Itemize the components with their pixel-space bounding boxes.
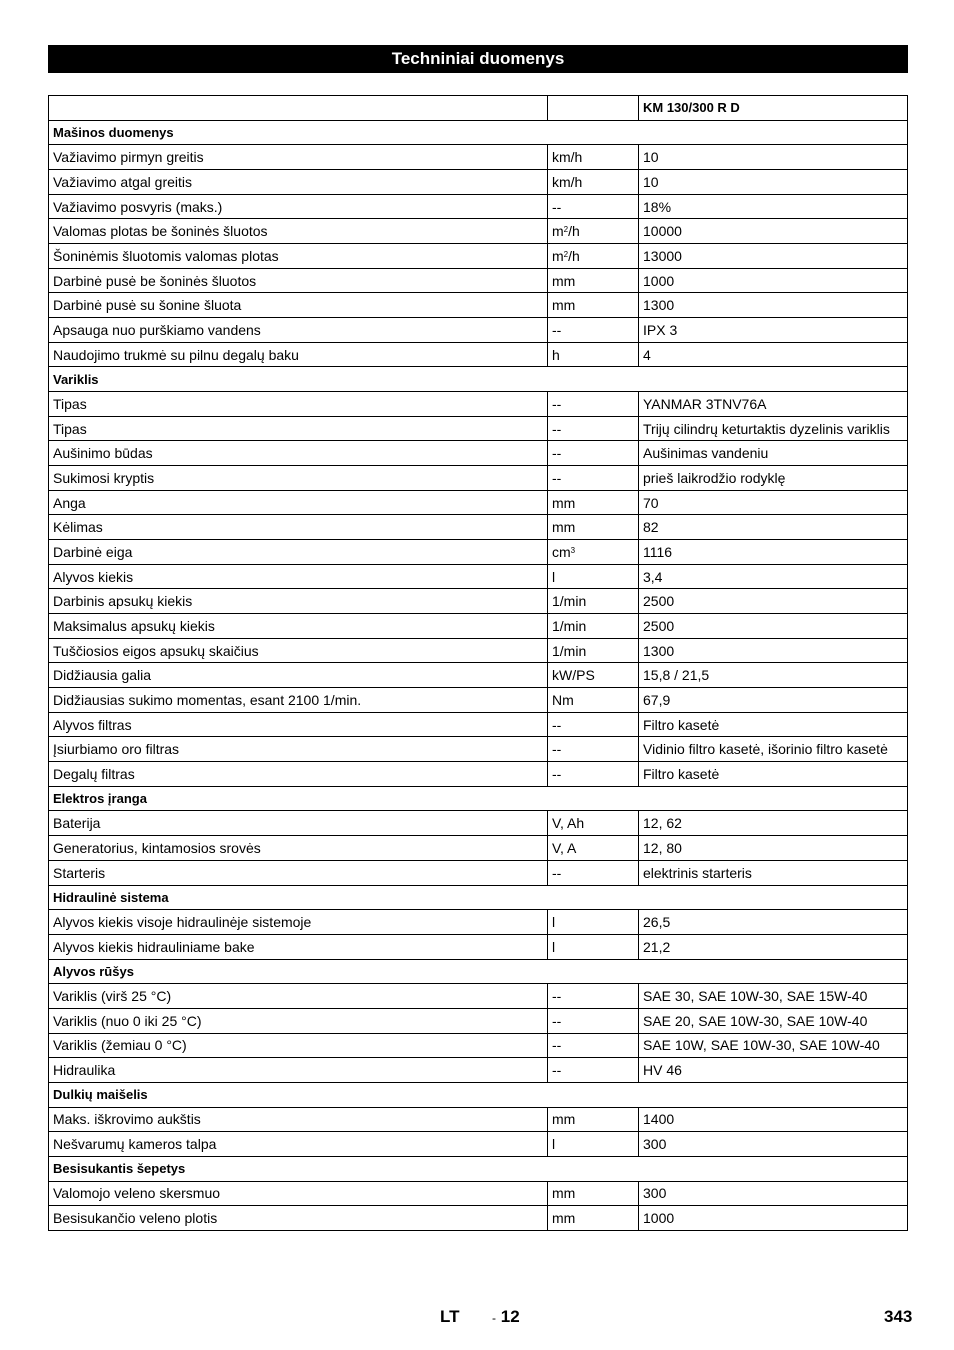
row-unit [548, 934, 639, 959]
row-label: Darbinė eiga [49, 540, 548, 565]
row-label: Nešvarumų kameros talpa [49, 1132, 548, 1157]
table-row [49, 145, 908, 170]
row-unit [548, 860, 639, 885]
table-row [49, 416, 908, 441]
row-value: elektrinis starteris [639, 860, 908, 885]
row-label: Kėlimas [49, 515, 548, 540]
row-label: Alyvos kiekis hidrauliniame bake [49, 934, 548, 959]
table-row [49, 934, 908, 959]
unit-text: -- [552, 864, 562, 881]
row-unit [548, 1181, 639, 1206]
table-row [49, 318, 908, 343]
unit-text: km/h [552, 149, 583, 166]
row-value: 1300 [639, 638, 908, 663]
row-value: 300 [639, 1181, 908, 1206]
row-unit [548, 1107, 639, 1132]
row-unit [548, 614, 639, 639]
row-label: Alyvos kiekis [49, 564, 548, 589]
row-value: Aušinimas vandeniu [639, 441, 908, 466]
unit-text: h [552, 346, 560, 363]
row-unit [548, 441, 639, 466]
row-unit [548, 219, 639, 244]
row-unit [548, 515, 639, 540]
row-unit [548, 540, 639, 565]
unit-text: -- [552, 716, 562, 733]
row-unit [548, 145, 639, 170]
row-value: 13000 [639, 244, 908, 269]
table-row [49, 515, 908, 540]
row-unit [548, 712, 639, 737]
section-row [49, 120, 908, 145]
row-label: Alyvos kiekis visoje hidraulinėje sistemoje [49, 910, 548, 935]
table-row [49, 1033, 908, 1058]
unit-text: -- [552, 741, 562, 758]
unit-text: -- [552, 469, 562, 486]
row-label: Įsiurbiamo oro filtras [49, 737, 548, 762]
table-row [49, 268, 908, 293]
unit-text: V, A [552, 839, 577, 856]
section-row [49, 786, 908, 811]
row-label: Sukimosi kryptis [49, 466, 548, 491]
unit-text: m [552, 223, 564, 240]
row-label: Anga [49, 490, 548, 515]
row-label: Didžiausia galia [49, 663, 548, 688]
row-label: Darbinė pusė su šonine šluota [49, 293, 548, 318]
row-label: Didžiausias sukimo momentas, esant 2100 1/min. [49, 688, 548, 713]
row-label: Valomojo veleno skersmuo [49, 1181, 548, 1206]
footer-page-number [492, 1307, 520, 1327]
unit-text: l [552, 568, 556, 585]
row-label: Važiavimo atgal greitis [49, 170, 548, 195]
row-value: YANMAR 3TNV76A [639, 392, 908, 417]
section-heading: Elektros įranga [49, 786, 908, 811]
row-value: HV 46 [639, 1058, 908, 1083]
row-unit [548, 1132, 639, 1157]
table-row [49, 614, 908, 639]
row-unit [548, 663, 639, 688]
row-unit [548, 1008, 639, 1033]
row-unit [548, 268, 639, 293]
row-unit [548, 466, 639, 491]
table-row [49, 984, 908, 1009]
section-heading: Besisukantis šepetys [49, 1156, 908, 1181]
table-row [49, 860, 908, 885]
technical-data-table [48, 95, 908, 1231]
row-value: 1000 [639, 268, 908, 293]
table-row [49, 170, 908, 195]
row-value: 3,4 [639, 564, 908, 589]
row-label: Tipas [49, 416, 548, 441]
row-value: 10 [639, 170, 908, 195]
unit-text: cm [552, 543, 571, 560]
table-row [49, 441, 908, 466]
row-label: Hidraulika [49, 1058, 548, 1083]
row-unit [548, 1033, 639, 1058]
unit-text: mm [552, 1185, 576, 1202]
row-value: 26,5 [639, 910, 908, 935]
section-heading: Alyvos rūšys [49, 959, 908, 984]
row-unit [548, 589, 639, 614]
row-unit [548, 564, 639, 589]
row-unit [548, 1058, 639, 1083]
table-row [49, 638, 908, 663]
unit-text: -- [552, 198, 562, 215]
row-unit [548, 244, 639, 269]
row-value: 21,2 [639, 934, 908, 959]
row-value: 1000 [639, 1206, 908, 1231]
row-unit [548, 762, 639, 787]
row-unit [548, 170, 639, 195]
unit-text: mm [552, 297, 576, 314]
unit-text: mm [552, 519, 576, 536]
section-heading: Variklis [49, 367, 908, 392]
row-value: 4 [639, 342, 908, 367]
unit-text: -- [552, 765, 562, 782]
unit-text: -- [552, 445, 562, 462]
table-row [49, 762, 908, 787]
row-unit [548, 342, 639, 367]
row-value: prieš laikrodžio rodyklę [639, 466, 908, 491]
table-row [49, 663, 908, 688]
footer-page: 12 [500, 1307, 520, 1326]
row-label: Generatorius, kintamosios srovės [49, 836, 548, 861]
row-value: 15,8 / 21,5 [639, 663, 908, 688]
table-row [49, 589, 908, 614]
row-unit [548, 318, 639, 343]
row-value: IPX 3 [639, 318, 908, 343]
row-label: Starteris [49, 860, 548, 885]
row-label: Naudojimo trukmė su pilnu degalų baku [49, 342, 548, 367]
table-row [49, 836, 908, 861]
row-value: 1400 [639, 1107, 908, 1132]
unit-text: -- [552, 1012, 562, 1029]
row-value: Vidinio filtro kasetė, išorinio filtro kasetė [639, 737, 908, 762]
row-value: 12, 80 [639, 836, 908, 861]
row-value: Trijų cilindrų keturtaktis dyzelinis variklis [639, 416, 908, 441]
section-heading: Dulkių maišelis [49, 1082, 908, 1107]
table-row [49, 811, 908, 836]
row-value: SAE 10W, SAE 10W-30, SAE 10W-40 [639, 1033, 908, 1058]
row-value: 1116 [639, 540, 908, 565]
row-unit [548, 737, 639, 762]
page-title: Techniniai duomenys [48, 45, 908, 73]
row-unit [548, 638, 639, 663]
row-unit [548, 293, 639, 318]
unit-text: mm [552, 272, 576, 289]
row-value: Filtro kasetė [639, 762, 908, 787]
table-body [49, 120, 908, 1230]
unit-text: mm [552, 1210, 576, 1227]
footer-total-page: 343 [884, 1307, 913, 1326]
row-label: Darbinė pusė be šoninės šluotos [49, 268, 548, 293]
unit-suffix: /h [568, 223, 580, 240]
unit-suffix: /h [568, 247, 580, 264]
unit-text: kW/PS [552, 667, 595, 684]
row-label: Alyvos filtras [49, 712, 548, 737]
row-value: 10 [639, 145, 908, 170]
row-value: 2500 [639, 589, 908, 614]
unit-text: m [552, 247, 564, 264]
row-label: Važiavimo pirmyn greitis [49, 145, 548, 170]
row-unit [548, 910, 639, 935]
section-row [49, 1156, 908, 1181]
table-row [49, 1107, 908, 1132]
unit-text: 1/min [552, 617, 587, 634]
table-row [49, 688, 908, 713]
row-value: SAE 30, SAE 10W-30, SAE 15W-40 [639, 984, 908, 1009]
row-label: Variklis (žemiau 0 °C) [49, 1033, 548, 1058]
unit-text: l [552, 914, 556, 930]
row-label: Variklis (virš 25 °C) [49, 984, 548, 1009]
table-row [49, 737, 908, 762]
row-unit [548, 416, 639, 441]
unit-text: -- [552, 1037, 562, 1054]
row-unit [548, 688, 639, 713]
footer-dash: - [492, 1311, 496, 1325]
row-label: Variklis (nuo 0 iki 25 °C) [49, 1008, 548, 1033]
row-unit [548, 811, 639, 836]
unit-text: -- [552, 395, 562, 412]
row-label: Darbinis apsukų kiekis [49, 589, 548, 614]
table-header-row [49, 96, 908, 121]
row-label: Tuščiosios eigos apsukų skaičius [49, 638, 548, 663]
row-label: Važiavimo posvyris (maks.) [49, 194, 548, 219]
row-label: Aušinimo būdas [49, 441, 548, 466]
row-label: Apsauga nuo purškiamo vandens [49, 318, 548, 343]
table-row [49, 1058, 908, 1083]
table-row [49, 466, 908, 491]
row-label: Šoninėmis šluotomis valomas plotas [49, 244, 548, 269]
row-label: Valomas plotas be šoninės šluotos [49, 219, 548, 244]
table-row [49, 342, 908, 367]
row-value: 2500 [639, 614, 908, 639]
table-row [49, 1008, 908, 1033]
unit-text: l [552, 1136, 556, 1153]
unit-superscript: 2 [563, 249, 569, 259]
table-row [49, 490, 908, 515]
row-value: Filtro kasetė [639, 712, 908, 737]
table-row [49, 244, 908, 269]
row-label: Degalų filtras [49, 762, 548, 787]
table-row [49, 1181, 908, 1206]
section-row [49, 367, 908, 392]
table-row [49, 194, 908, 219]
row-value: 67,9 [639, 688, 908, 713]
row-unit [548, 194, 639, 219]
unit-text: -- [552, 321, 562, 338]
table-row [49, 392, 908, 417]
table-row [49, 293, 908, 318]
row-unit [548, 392, 639, 417]
row-value: 82 [639, 515, 908, 540]
unit-superscript: 3 [570, 545, 576, 555]
table-row [49, 1132, 908, 1157]
row-value: 300 [639, 1132, 908, 1157]
row-value: 1300 [639, 293, 908, 318]
table-row [49, 910, 908, 935]
row-value: 70 [639, 490, 908, 515]
table-row [49, 540, 908, 565]
section-row [49, 1082, 908, 1107]
unit-superscript: 2 [563, 225, 569, 235]
header-label-cell [49, 96, 548, 121]
unit-text: km/h [552, 173, 583, 190]
table-row [49, 1206, 908, 1231]
row-unit [548, 984, 639, 1009]
table-row [49, 712, 908, 737]
header-unit-cell [548, 96, 639, 121]
unit-text: -- [552, 988, 562, 1005]
row-label: Tipas [49, 392, 548, 417]
unit-text: mm [552, 494, 576, 511]
unit-text: mm [552, 1111, 576, 1128]
unit-text: l [552, 938, 556, 955]
section-row [49, 959, 908, 984]
row-value: SAE 20, SAE 10W-30, SAE 10W-40 [639, 1008, 908, 1033]
unit-text: V, Ah [552, 815, 585, 832]
row-unit [548, 490, 639, 515]
section-heading: Hidraulinė sistema [49, 885, 908, 910]
row-value: 10000 [639, 219, 908, 244]
row-value: 18% [639, 194, 908, 219]
row-unit [548, 1206, 639, 1231]
row-unit [548, 836, 639, 861]
footer-language: LT [440, 1307, 460, 1326]
section-heading: Mašinos duomenys [49, 120, 908, 145]
row-value: 12, 62 [639, 811, 908, 836]
unit-text: Nm [552, 691, 574, 708]
row-label: Maks. iškrovimo aukštis [49, 1107, 548, 1132]
header-model-cell: KM 130/300 R D [639, 96, 908, 121]
unit-text: 1/min [552, 642, 587, 659]
unit-text: 1/min [552, 593, 587, 610]
row-label: Maksimalus apsukų kiekis [49, 614, 548, 639]
row-label: Besisukančio veleno plotis [49, 1206, 548, 1231]
unit-text: -- [552, 1062, 562, 1079]
table-row [49, 219, 908, 244]
row-label: Baterija [49, 811, 548, 836]
unit-text: -- [552, 420, 562, 437]
table-row [49, 564, 908, 589]
section-row [49, 885, 908, 910]
